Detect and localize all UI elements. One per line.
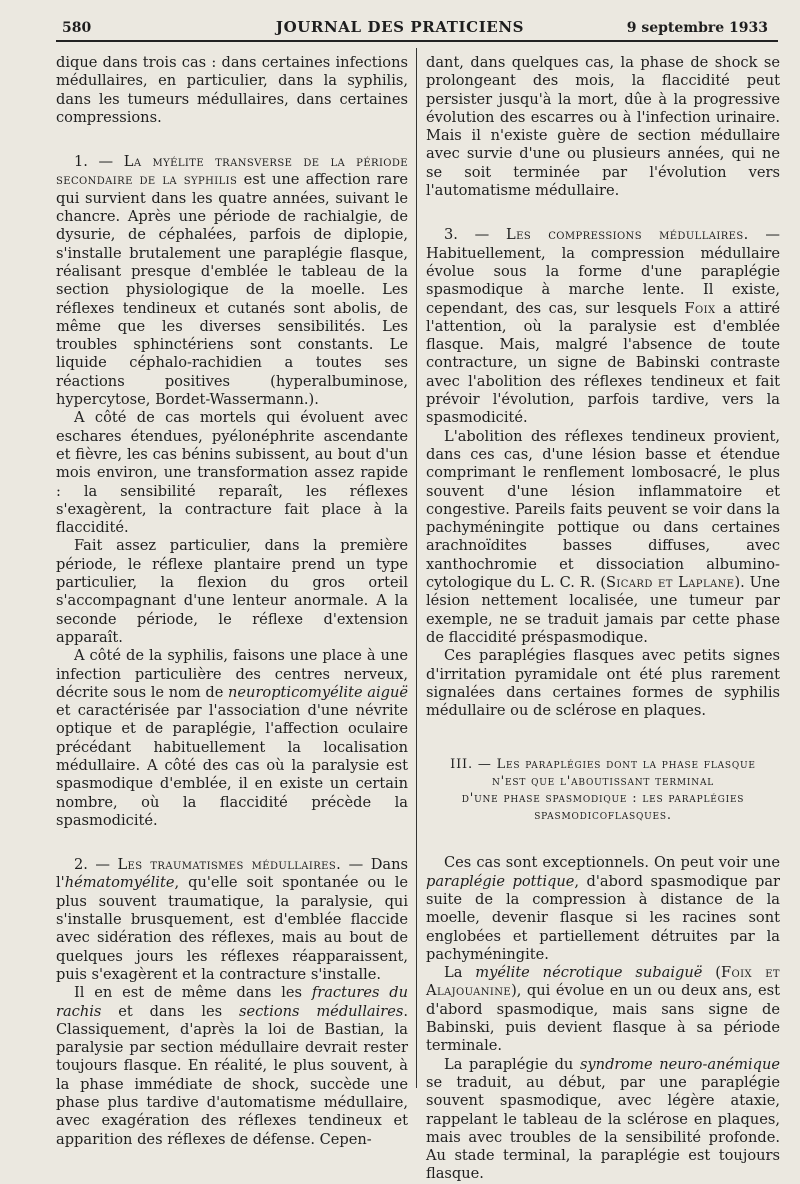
author-names: Sicard et Laplane [606, 574, 735, 592]
paragraph: La myélite nécrotique subaiguë (Foix et Alajouanine), qui évolue en un ou deux ans, est d'abord spasmodique, mais sans signe de Babinski, puis devient flasque à sa période terminale. [426, 964, 780, 1055]
emphasis: paraplégie pottique [426, 872, 575, 890]
section-1-paragraph: 1. — La myélite transverse de la période secondaire de la syphilis est une affection rare qui survient dans les quatre années, suivant le chancre. Après une période de rachialgie, de dysurie, de céphalées, parfois de diplopie, s'installe brutalement une paraplégie flasque, réalisant presque d'emblée le tableau de la section physiologique de la moelle. Les réflexes tendineux et cutanés sont abolis, de même que les diverses sensibilités. Les troubles sphinctériens sont constants. Le liquide céphalo-rachidien a toutes ses réactions positives (hyperalbuminose, hypercytose, Bordet-Wassermann.). [56, 153, 409, 409]
paragraph: Ces paraplégies flasques avec petits signes d'irritation pyramidale ont été plus rarement signalées dans certaines formes de syphilis médullaire ou de sclérose en plaques. [426, 647, 780, 720]
emphasis: hématomyélite [64, 874, 175, 892]
right-column [426, 54, 780, 1184]
emphasis: myélite nécrotique subaiguë [475, 964, 703, 982]
section-1-title: La myélite transverse de la période secondaire de la syphilis [56, 153, 409, 189]
issue-date: 9 septembre 1933 [626, 20, 768, 36]
emphasis: sections médullaires [239, 1002, 404, 1020]
paragraph: dant, dans quelques cas, la phase de shock se prolongeant des mois, la flaccidité peut persister jusqu'à la mort, dûe à la progressive évolution des escarres ou à l'infection urinaire. Mais il n'existe guère de section médullaire avec survie d'une ou plusieurs années, qui ne se soit terminée par l'évolution vers l'automatisme médullaire. [426, 54, 780, 200]
author-name: Foix [684, 299, 716, 317]
column-divider [416, 48, 417, 1088]
section-III-heading: III. — Les paraplégies dont la phase flasque n'est que l'aboutissant terminal d'une phase spasmodique : les paraplégies spasmodicoflasques. [450, 757, 756, 824]
emphasis: fractures du rachis [56, 984, 409, 1020]
paragraph: dique dans trois cas : dans certaines infections médullaires, en particulier, dans la syphilis, dans les tumeurs médullaires, dans certaines compressions. [56, 54, 408, 126]
paragraph: Ces cas sont exceptionnels. On peut voir une paraplégie pottique, d'abord spasmodique par suite de la compression à distance de la moelle, devenir flasque si les racines sont englobées et partiellement détruites par la pachyméningite. [426, 854, 780, 963]
section-3-paragraph: 3. — Les compressions médullaires. — Habituellement, la compression médullaire évolue sous la forme d'une paraplégie spasmodique à marche lente. Il existe, cependant, des cas, sur lesquels Foix a attiré l'attention, où la paralysie est d'emblée flasque. Mais, malgré l'absence de toute contracture, un signe de Babinski contraste avec l'abolition des réflexes tendineux et fait prévoir l'évolution, parfois tardive, vers la spasmodicité. [426, 226, 781, 427]
author-names: Foix et Alajouanine [426, 964, 780, 1000]
paragraph: Fait assez particulier, dans la première période, le réflexe plantaire prend un type particulier, la flexion du gros orteil s'accompagnant d'une lenteur anormale. A la seconde période, le réflexe d'extension apparaît. [56, 537, 408, 646]
header-rule [56, 40, 778, 42]
paragraph: A côté de cas mortels qui évoluent avec eschares étendues, pyélonéphrite ascendante et fièvre, les cas bénins subissent, au bout d'un mois environ, une transformation assez rapide : la sensibilité reparaît, les réflexes s'exagèrent, la contracture fait place à la flaccidité. [56, 409, 408, 537]
paragraph: L'abolition des réflexes tendineux provient, dans ces cas, d'une lésion basse et étendue comprimant le renflement lombosacré, le plus souvent d'une lésion inflammatoire et congestive. Pareils faits peuvent se voir dans la pachyméningite pottique ou dans certaines arachnoïdites basses diffuses, avec xanthochromie et dissociation albumino-cytologique du L. C. R. (Sicard et Laplane). Une lésion nettement localisée, une tumeur par exemple, ne se traduit jamais par cette phase de flaccidité préspasmodique. [426, 427, 781, 646]
emphasis: neuropticomyélite aiguë [228, 683, 408, 701]
page-header [0, 0, 800, 44]
left-column [56, 54, 408, 1149]
page-number: 580 [62, 20, 92, 36]
section-3-title: Les compressions médullaires. [506, 226, 749, 244]
journal-title: JOURNAL DES PRATICIENS [275, 18, 525, 36]
paragraph: Il en est de même dans les fractures du rachis et dans les sections médullaires. Classiquement, d'après la loi de Bastian, la paralysie par section médullaire devrait rester toujours flasque. En réalité, le plus souvent, à la phase immédiate de shock, succède une phase plus tardive d'automatisme médullaire, avec exagération des réflexes tendineux et apparition des réflexes de défense. Cepen- [56, 984, 409, 1148]
section-2-paragraph: 2. — Les traumatismes médullaires. — Dans l'hématomyélite, qu'elle soit spontanée ou le plus souvent traumatique, la paralysie, qui s'installe brusquement, est d'emblée flaccide avec sidération des réflexes, mais au bout de quelques jours les réflexes réapparaissent, puis s'exagèrent et la contracture s'installe. [56, 856, 408, 983]
paragraph: A côté de la syphilis, faisons une place à une infection particulière des centres nerveux, décrite sous le nom de neuropticomyélite aiguë et caractérisée par l'association d'une névrite optique et de paraplégie, l'affection oculaire précédant habituellement la localisation médullaire. A côté des cas où la paralysie est spasmodique d'emblée, il en existe un certain nombre, où la flaccidité précède la spasmodicité. [56, 647, 408, 829]
section-2-title: Les traumatismes médullaires. [117, 856, 342, 874]
emphasis: syndrome neuro-anémique [579, 1055, 780, 1073]
paragraph: La paraplégie du syndrome neuro-anémique se traduit, au début, par une paraplégie souvent spasmodique, avec légère ataxie, rappelant le tableau de la sclérose en plaques, mais avec troubles de la sensibilité profonde. Au stade terminal, la paraplégie est toujours flasque. [426, 1055, 780, 1183]
